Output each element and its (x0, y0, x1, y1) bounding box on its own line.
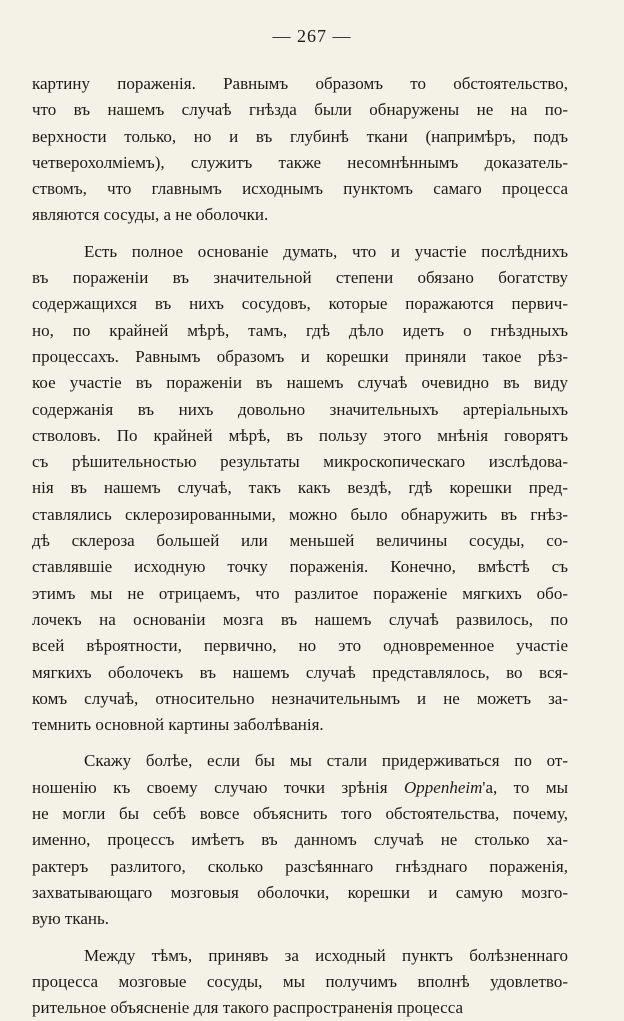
text-line: стволовъ. По крайней мѣрѣ, въ пользу этого мнѣнія говорятъ (32, 423, 568, 449)
text-line: четверохолміемъ), служитъ также несомнѣннымъ доказатель- (32, 150, 568, 176)
text-line: лочекъ на основаніи мозга въ нашемъ случаѣ развилось, по (32, 607, 568, 633)
author-name-italic: Oppenheim (404, 778, 482, 797)
text-line: ствомъ, что главнымъ исходнымъ пунктомъ самаго процесса (32, 176, 568, 202)
text-line: процессахъ. Равнымъ образомъ и корешки приняли такое рѣз- (32, 344, 568, 370)
text-line: вую ткань. (32, 906, 568, 932)
text-line: съ рѣшительностью результаты микроскопическаго изслѣдова- (32, 449, 568, 475)
text-line: процесса мозговые сосуды, мы получимъ вполнѣ удовлетво- (32, 969, 568, 995)
text-line: Между тѣмъ, принявъ за исходный пунктъ болѣзненнаго (32, 943, 568, 969)
paragraph (32, 71, 568, 229)
text-line: содержанія въ нихъ довольно значительныхъ артеріальныхъ (32, 397, 568, 423)
paragraph (32, 748, 568, 932)
text-line: картину пораженія. Равнымъ образомъ то обстоятельство, (32, 71, 568, 97)
paragraph (32, 943, 568, 1021)
page-number: — 267 — (0, 26, 624, 47)
page-body-text (32, 71, 568, 1021)
text-line: въ пораженіи въ значительной степени обязано богатству (32, 265, 568, 291)
text-line: Есть полное основаніе думать, что и участіе послѣднихъ (32, 239, 568, 265)
text-line: захватывающаго мозговыя оболочки, корешки и самую мозго- (32, 880, 568, 906)
text-line: комъ случаѣ, относительно незначительнымъ и не можетъ за- (32, 686, 568, 712)
text-line: верхности только, но и въ глубинѣ ткани (напримѣръ, подъ (32, 124, 568, 150)
text-line: рактеръ разлитого, сколько разсѣяннаго гнѣзднаго пораженія, (32, 854, 568, 880)
text-line: темнить основной картины заболѣванія. (32, 712, 568, 738)
text-line: содержащихся въ нихъ сосудовъ, которые поражаются первич- (32, 291, 568, 317)
text-line: ношенію къ своему случаю точки зрѣнія Oppenheim'а, то мы (32, 775, 568, 801)
text-line: дѣ склероза большей или меньшей величины сосуды, со- (32, 528, 568, 554)
text-line: кое участіе въ пораженіи въ нашемъ случаѣ очевидно въ виду (32, 370, 568, 396)
text-line: Скажу болѣе, если бы мы стали придерживаться по от- (32, 748, 568, 774)
text-line: нія въ нашемъ случаѣ, такъ какъ вездѣ, гдѣ корешки пред- (32, 475, 568, 501)
text-line: ставлявшіе исходную точку пораженія. Конечно, вмѣстѣ съ (32, 554, 568, 580)
text-line: являются сосуды, а не оболочки. (32, 202, 568, 228)
text-line: но, по крайней мѣрѣ, тамъ, гдѣ дѣло идетъ о гнѣздныхъ (32, 318, 568, 344)
text-line: всей вѣроятности, первично, но это одновременное участіе (32, 633, 568, 659)
text-line: именно, процессъ имѣетъ въ данномъ случаѣ не столько ха- (32, 827, 568, 853)
text-line: что въ нашемъ случаѣ гнѣзда были обнаружены не на по- (32, 97, 568, 123)
text-line: рительное объясненіе для такого распространенія процесса (32, 995, 568, 1021)
text-line: не могли бы себѣ вовсе объяснить того обстоятельства, почему, (32, 801, 568, 827)
text-line: ставлялись склерозированными, можно было обнаружить въ гнѣз- (32, 502, 568, 528)
paragraph (32, 239, 568, 739)
text-line: мягкихъ оболочекъ въ нашемъ случаѣ представлялось, во вся- (32, 660, 568, 686)
text-line: этимъ мы не отрицаемъ, что разлитое пораженіе мягкихъ обо- (32, 581, 568, 607)
